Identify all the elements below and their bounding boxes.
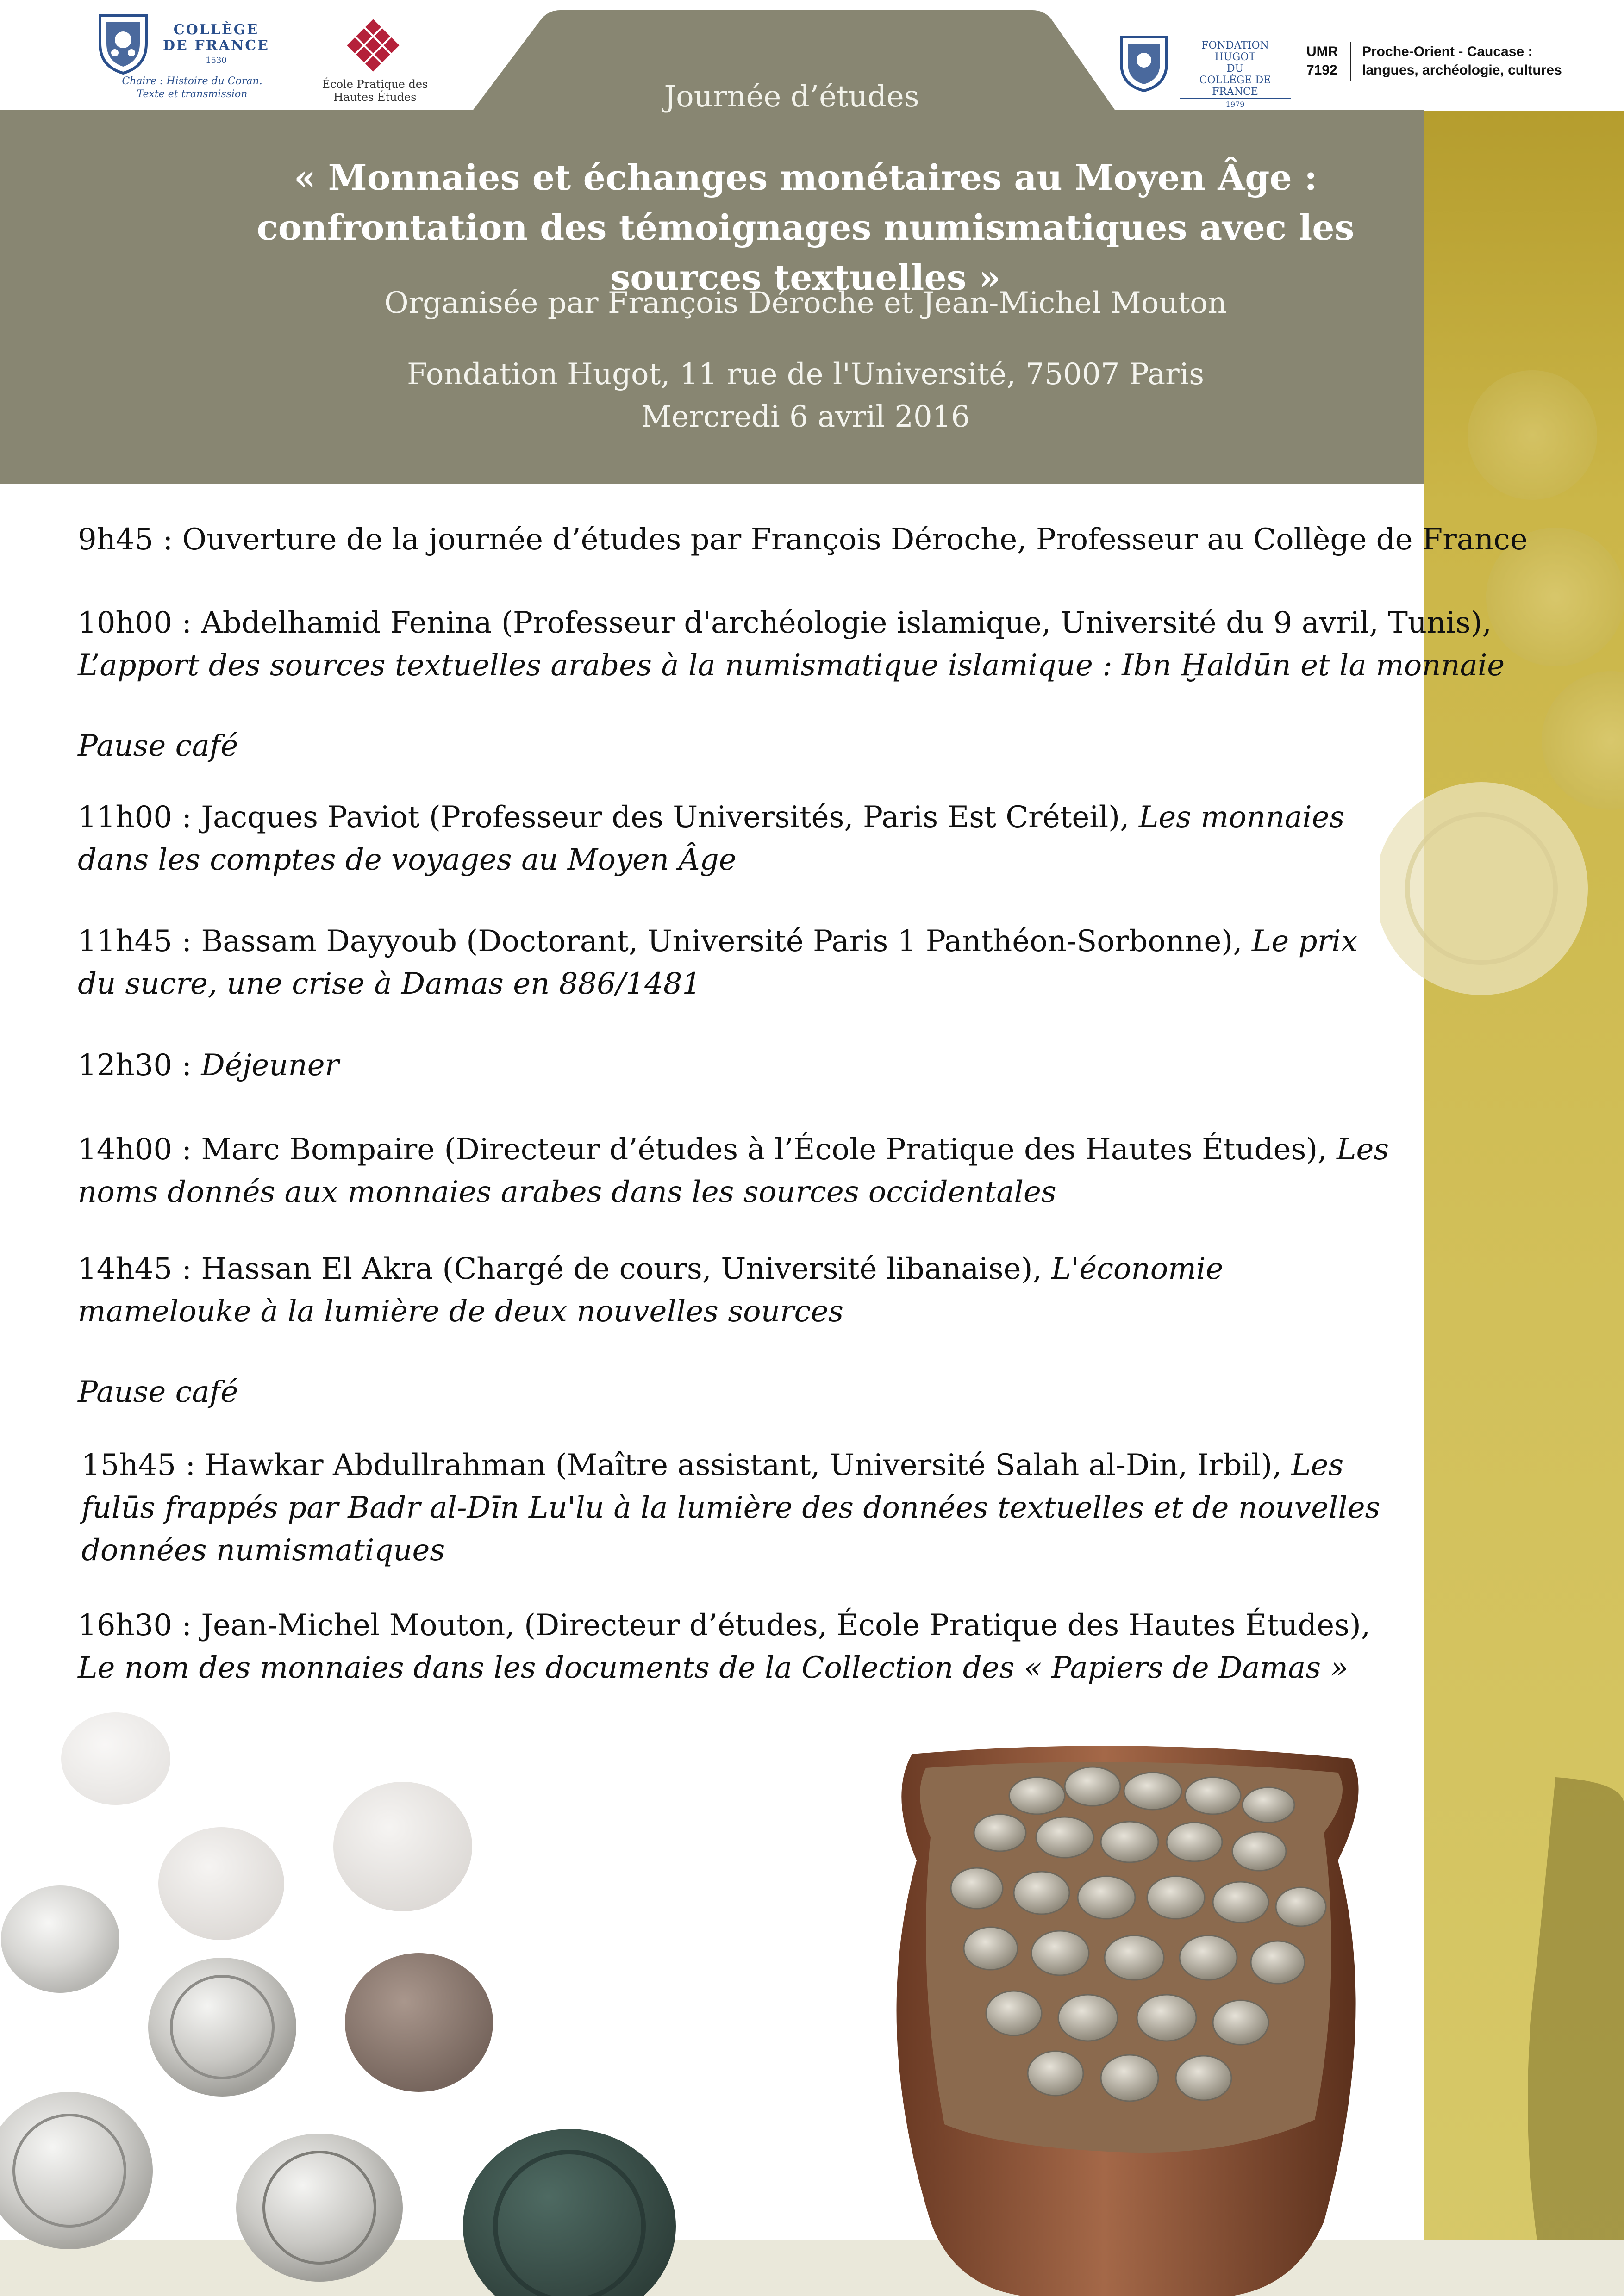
college-de-france-year: 1530 xyxy=(206,56,227,65)
umr-description: Proche-Orient - Caucase : langues, archéologie, cultures xyxy=(1362,44,1562,78)
ephe-name: École Pratique des Hautes Études xyxy=(322,78,428,104)
program-item: 14h00 : Marc Bompaire (Directeur d’études à l’École Pratique des Hautes Études), Les noms donnés aux monnaies arabes dans les sources occidentales xyxy=(78,1132,1389,1209)
wall-shadow xyxy=(1509,1777,1624,2240)
college-de-france-name: COLLÈGE DE FRANCE xyxy=(163,22,269,54)
college-de-france-shield-icon xyxy=(91,11,156,76)
program-item: 14h45 : Hassan El Akra (Chargé de cours, Université libanaise), L'économie mamelouke à la lumière de deux nouvelles sources xyxy=(78,1252,1224,1329)
program-item: 9h45 : Ouverture de la journée d’études par François Déroche, Professeur au Collège de France xyxy=(78,523,1528,557)
program-pause: Pause café xyxy=(78,729,238,763)
umr-label: UMR 7192 xyxy=(1306,44,1338,78)
college-de-france-chair: Chaire : Histoire du Coran. Texte et transmission xyxy=(122,75,262,100)
event-organizers: Organisée par François Déroche et Jean-Michel Mouton xyxy=(384,286,1227,320)
program-item: 11h00 : Jacques Paviot (Professeur des Universités, Paris Est Créteil), Les monnaies dans les comptes de voyages au Moyen Âge xyxy=(78,800,1345,877)
coin-hoard-pot-image xyxy=(861,1740,1393,2296)
umr-separator xyxy=(1350,42,1351,81)
event-title xyxy=(0,153,1611,303)
event-title-text: « Monnaies et échanges monétaires au Moyen Âge : confrontation des témoignages numismatiques avec les sources textuelles » xyxy=(256,157,1355,298)
event-venue: Fondation Hugot, 11 rue de l'Université, 75007 Paris xyxy=(406,357,1205,392)
event-kicker: Journée d’études xyxy=(664,80,919,114)
event-date: Mercredi 6 avril 2016 xyxy=(641,400,970,434)
program-item: 12h30 : Déjeuner xyxy=(78,1048,339,1083)
program-item: 11h45 : Bassam Dayyoub (Doctorant, Université Paris 1 Panthéon-Sorbonne), Le prix du sucre, une crise à Damas en 886/1481 xyxy=(78,924,1358,1001)
program-item: 16h30 : Jean-Michel Mouton, (Directeur d’études, École Pratique des Hautes Études), Le nom des monnaies dans les documents de la Collection des « Papiers de Damas » xyxy=(78,1608,1371,1685)
coins-illustration xyxy=(0,1708,722,2296)
program-pause: Pause café xyxy=(78,1375,238,1409)
program-item: 15h45 : Hawkar Abdullrahman (Maître assistant, Université Salah al-Din, Irbil), Les fulūs frappés par Badr al-Dīn Lu'lu à la lumière des données textuelles et de nouvelles données numismatiques xyxy=(81,1448,1380,1568)
fondation-hugot-name: FONDATION HUGOT DU COLLÈGE DE FRANCE 1979 xyxy=(1180,40,1291,110)
program-item: 10h00 : Abdelhamid Fenina (Professeur d'archéologie islamique, Université du 9 avril, Tunis), L’apport des sources textuelles arabes à la numismatique islamique : Ibn Ḫaldūn et la monnaie xyxy=(78,606,1505,683)
ephe-diamond-logo-icon xyxy=(341,13,406,78)
